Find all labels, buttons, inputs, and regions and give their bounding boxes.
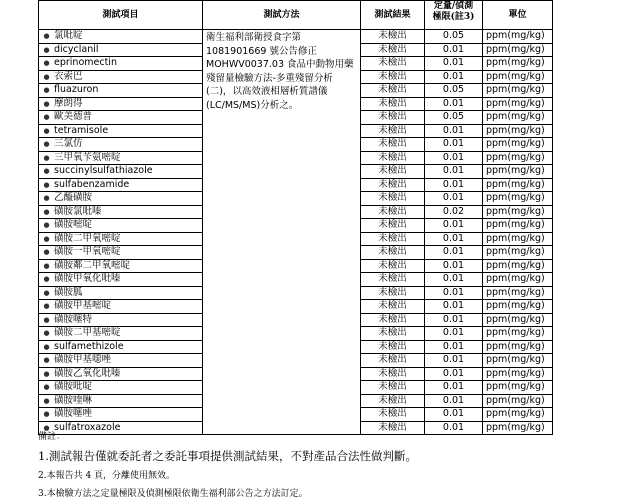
test-item-cell [39,151,203,165]
detection-limit-cell: 0.05 [425,84,483,98]
unit-cell: ppm(mg/kg) [483,394,553,408]
bullet-icon: ● [43,221,50,229]
header-test-result: 測試結果 [361,1,425,30]
test-result-cell: 未檢出 [361,219,425,233]
test-result-cell: 未檢出 [361,97,425,111]
unit-cell: ppm(mg/kg) [483,232,553,246]
header-unit: 單位 [483,1,553,30]
unit-cell: ppm(mg/kg) [483,246,553,260]
test-result-cell: 未檢出 [361,340,425,354]
detection-limit-cell: 0.01 [425,259,483,273]
detection-limit-cell: 0.01 [425,421,483,435]
detection-limit-cell: 0.01 [425,340,483,354]
test-item-name: 磺胺乙氧化吡嗪 [54,367,121,379]
test-result-cell: 未檢出 [361,421,425,435]
test-item-cell [39,30,203,44]
bullet-icon: ● [43,99,50,108]
unit-cell: ppm(mg/kg) [483,57,553,71]
detection-limit-cell: 0.01 [425,70,483,84]
detection-limit-cell: 0.01 [425,97,483,111]
unit-cell: ppm(mg/kg) [483,43,553,57]
test-result-cell: 未檢出 [361,151,425,165]
bullet-icon: ● [43,288,50,297]
test-result-cell: 未檢出 [361,124,425,138]
table-header-row [39,1,553,30]
unit-cell: ppm(mg/kg) [483,354,553,368]
bullet-icon: ● [43,113,50,121]
detection-limit-cell: 0.05 [425,111,483,125]
detection-limit-cell: 0.01 [425,327,483,341]
test-result-cell: 未檢出 [361,111,425,125]
test-result-cell: 未檢出 [361,30,425,44]
test-item-name: 磺胺氯吡嗪 [54,205,102,217]
unit-cell: ppm(mg/kg) [483,313,553,327]
bullet-icon: ● [43,261,50,270]
unit-cell: ppm(mg/kg) [483,97,553,111]
detection-limit-cell: 0.01 [425,219,483,233]
bullet-icon: ● [43,234,50,243]
header-test-method: 測試方法 [203,1,361,30]
detection-limit-cell: 0.01 [425,192,483,206]
test-item-cell [39,340,203,354]
bullet-icon: ● [43,180,50,189]
test-result-cell: 未檢出 [361,70,425,84]
test-item-cell [39,70,203,84]
detection-limit-cell: 0.05 [425,30,483,44]
test-result-cell: 未檢出 [361,246,425,260]
bullet-icon: ● [43,410,50,418]
test-item-name: 磺胺甲基噁唑 [54,354,112,365]
detection-limit-cell: 0.01 [425,165,483,179]
detection-limit-cell: 0.01 [425,381,483,395]
bullet-icon: ● [43,72,50,81]
test-item-cell [39,57,203,71]
bullet-icon: ● [43,396,50,405]
test-item-name: dicyclanil [54,43,99,55]
test-result-cell: 未檢出 [361,43,425,57]
test-item-name: sulfabenzamide [54,178,130,190]
test-item-name: succinylsulfathiazole [54,165,153,176]
test-item-name: 磺胺嘧啶 [54,219,93,230]
test-item-name: 磺胺胍 [54,286,83,298]
detection-limit-cell: 0.01 [425,354,483,368]
test-result-cell: 未檢出 [361,138,425,152]
unit-cell: ppm(mg/kg) [483,408,553,422]
bullet-icon: ● [43,248,50,256]
test-item-cell [39,300,203,314]
note-3: 3.本檢驗方法之定量極限及偵測極限依衛生福利部公告之方法訂定。 [38,489,308,499]
test-item-cell [39,84,203,98]
detection-limit-cell: 0.01 [425,151,483,165]
detection-limit-cell: 0.01 [425,300,483,314]
detection-limit-cell: 0.01 [425,408,483,422]
test-item-name: 三甲氧苄氨嘧啶 [54,151,121,163]
unit-cell: ppm(mg/kg) [483,151,553,165]
test-item-name: 摩朗得 [54,97,83,109]
test-item-cell [39,178,203,192]
bullet-icon: ● [43,194,50,202]
bullet-icon: ● [43,45,50,54]
unit-cell: ppm(mg/kg) [483,300,553,314]
detection-limit-cell: 0.01 [425,57,483,71]
test-item-cell [39,219,203,233]
unit-cell: ppm(mg/kg) [483,219,553,233]
test-item-cell [39,97,203,111]
test-item-cell [39,367,203,381]
header-test-item: 測試項目 [39,1,203,30]
detection-limit-cell: 0.01 [425,367,483,381]
detection-limit-cell: 0.01 [425,178,483,192]
test-item-name: 磺胺噻唑 [54,408,93,419]
test-item-cell [39,394,203,408]
unit-cell: ppm(mg/kg) [483,192,553,206]
test-results-table [38,0,553,435]
note-2: 2.本報告共 4 頁，分離使用無效。 [38,471,176,481]
unit-cell: ppm(mg/kg) [483,286,553,300]
unit-cell: ppm(mg/kg) [483,30,553,44]
test-result-cell: 未檢出 [361,394,425,408]
test-item-cell [39,273,203,287]
test-result-cell: 未檢出 [361,408,425,422]
header-detection-limit [425,1,483,30]
bullet-icon: ● [43,59,50,67]
bullet-icon: ● [43,423,50,432]
bullet-icon: ● [43,275,50,283]
unit-cell: ppm(mg/kg) [483,70,553,84]
test-method-cell: 衛生福利部衛授食字第1081901669 號公告修正MOHWV0037.03 食品中動物用藥殘留量檢驗方法-多重殘留分析(二)，以高效液相層析質譜儀(LC/MS/MS)分析之。 [203,30,361,435]
bullet-icon: ● [43,86,50,94]
unit-cell: ppm(mg/kg) [483,111,553,125]
unit-cell: ppm(mg/kg) [483,178,553,192]
test-item-cell [39,259,203,273]
test-result-cell: 未檢出 [361,232,425,246]
test-item-cell [39,111,203,125]
test-result-cell: 未檢出 [361,192,425,206]
test-item-name: sulfamethizole [54,340,124,352]
test-item-cell [39,313,203,327]
detection-limit-cell: 0.01 [425,273,483,287]
bullet-icon: ● [43,32,50,40]
detection-limit-cell: 0.01 [425,246,483,260]
test-item-name: 三氯仿 [54,138,83,149]
test-item-cell [39,138,203,152]
unit-cell: ppm(mg/kg) [483,421,553,435]
test-result-cell: 未檢出 [361,205,425,219]
test-result-cell: 未檢出 [361,286,425,300]
test-item-name: 衣索巴 [54,70,83,82]
test-item-cell [39,286,203,300]
test-item-name: 乙醯磺胺 [54,192,93,203]
bullet-icon: ● [43,126,50,135]
bullet-icon: ● [43,302,50,310]
bullet-icon: ● [43,329,50,337]
bullet-icon: ● [43,167,50,175]
test-result-cell: 未檢出 [361,178,425,192]
test-item-name: 磺胺噻特 [54,313,93,325]
detection-limit-cell: 0.01 [425,43,483,57]
test-result-cell: 未檢出 [361,354,425,368]
note-1: 1.測試報告僅就委託者之委託事項提供測試結果，不對產品合法性做判斷。 [38,449,417,463]
test-item-cell [39,124,203,138]
test-item-name: 磺胺甲基嘧啶 [54,300,112,311]
test-item-cell [39,408,203,422]
detection-limit-cell: 0.02 [425,205,483,219]
test-item-name: tetramisole [54,124,109,136]
unit-cell: ppm(mg/kg) [483,327,553,341]
test-item-name: 磺胺甲氧化吡嗪 [54,273,121,284]
notes-label: 備註： [38,432,66,442]
table-body [39,30,553,435]
bullet-icon: ● [43,153,50,162]
bullet-icon: ● [43,140,50,148]
header-limit-line2: 極限(註3) [432,11,475,22]
detection-limit-cell: 0.01 [425,232,483,246]
test-item-cell [39,354,203,368]
bullet-icon: ● [43,356,50,364]
test-item-name: fluazuron [54,84,99,95]
detection-limit-cell: 0.01 [425,138,483,152]
test-item-name: 氯吡啶 [54,30,83,41]
detection-limit-cell: 0.01 [425,286,483,300]
test-result-cell: 未檢出 [361,259,425,273]
test-item-name: sulfatroxazole [54,421,121,433]
test-result-cell: 未檢出 [361,165,425,179]
test-item-cell [39,192,203,206]
detection-limit-cell: 0.01 [425,313,483,327]
unit-cell: ppm(mg/kg) [483,367,553,381]
unit-cell: ppm(mg/kg) [483,84,553,98]
detection-limit-cell: 0.01 [425,124,483,138]
test-item-name: eprinomectin [54,57,117,68]
unit-cell: ppm(mg/kg) [483,381,553,395]
test-result-cell: 未檢出 [361,273,425,287]
unit-cell: ppm(mg/kg) [483,165,553,179]
notes-section [38,428,628,499]
unit-cell: ppm(mg/kg) [483,273,553,287]
test-item-name: 磺胺二甲基嘧啶 [54,327,121,338]
test-result-cell: 未檢出 [361,367,425,381]
test-item-cell [39,232,203,246]
test-result-cell: 未檢出 [361,84,425,98]
test-item-cell [39,246,203,260]
test-item-name: 歐美德普 [54,111,93,122]
bullet-icon: ● [43,383,50,391]
header-limit-line1: 定量/偵測 [433,0,474,11]
table-row [39,30,553,44]
test-result-cell: 未檢出 [361,381,425,395]
test-item-name: 磺胺喹啉 [54,394,93,406]
test-item-name: 磺胺鄰二甲氧嘧啶 [54,259,131,271]
bullet-icon: ● [43,342,50,351]
bullet-icon: ● [43,315,50,324]
test-result-cell: 未檢出 [361,313,425,327]
test-item-cell [39,327,203,341]
test-item-name: 磺胺吡啶 [54,381,93,392]
unit-cell: ppm(mg/kg) [483,205,553,219]
test-item-name: 磺胺二甲氧嘧啶 [54,232,121,244]
test-item-name: 磺胺一甲氧嘧啶 [54,246,121,257]
unit-cell: ppm(mg/kg) [483,124,553,138]
test-result-cell: 未檢出 [361,327,425,341]
test-item-cell [39,205,203,219]
test-result-cell: 未檢出 [361,57,425,71]
test-result-cell: 未檢出 [361,300,425,314]
test-item-cell [39,165,203,179]
test-item-cell [39,381,203,395]
unit-cell: ppm(mg/kg) [483,138,553,152]
unit-cell: ppm(mg/kg) [483,259,553,273]
detection-limit-cell: 0.01 [425,394,483,408]
bullet-icon: ● [43,207,50,216]
bullet-icon: ● [43,369,50,378]
unit-cell: ppm(mg/kg) [483,340,553,354]
test-item-cell [39,43,203,57]
